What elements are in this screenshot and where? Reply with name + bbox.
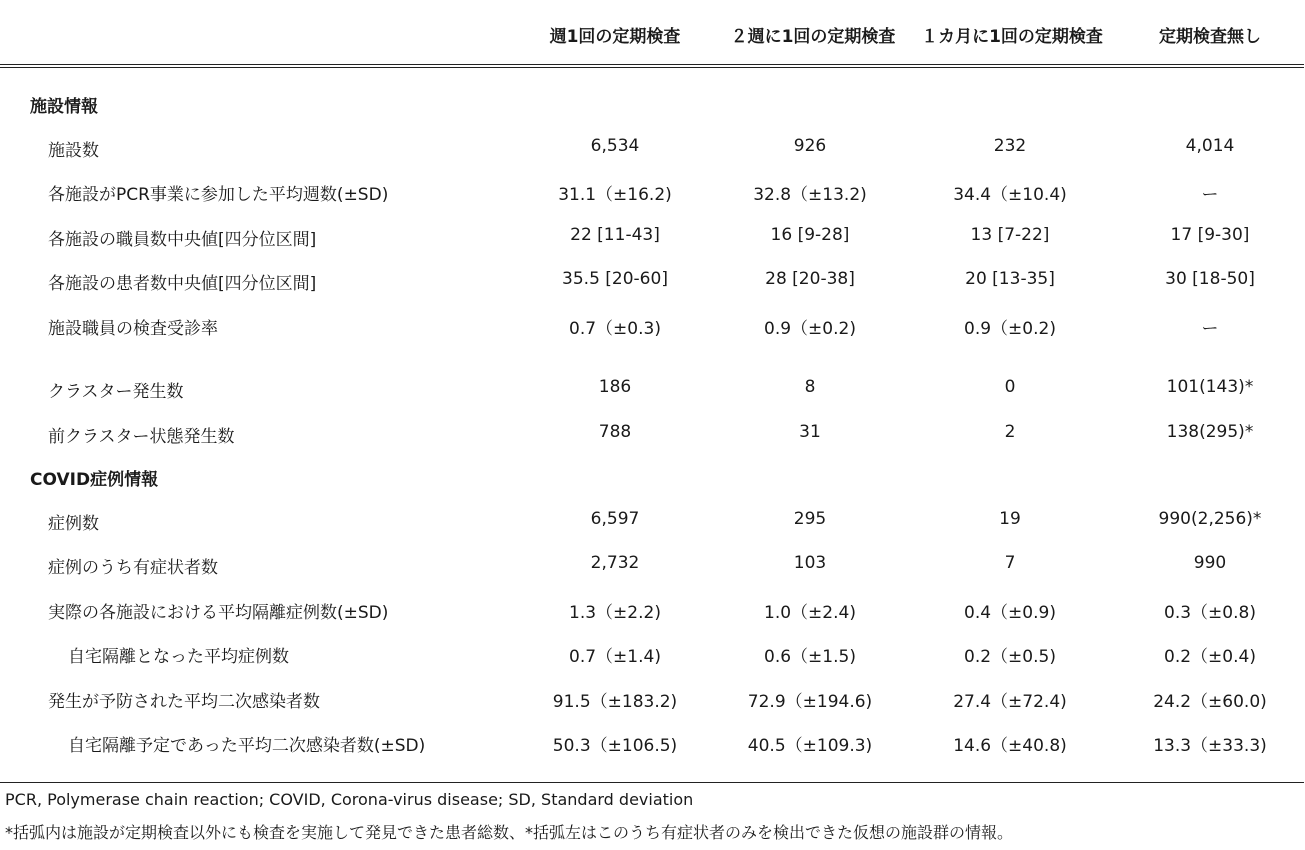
table-row [0,505,1305,535]
cell-monthly: 0 [1004,377,1016,397]
header-biweekly: ２週に1回の定期検査 [730,27,896,47]
header-monthly: １カ月に1回の定期検査 [921,27,1103,47]
header-rule-bottom [0,67,1304,68]
cell-monthly: 0.2（±0.5) [964,647,1056,667]
section-facility [0,88,1305,118]
row-label: 実際の各施設における平均隔離症例数(±SD) [48,603,389,623]
cell-weekly: 2,732 [590,553,640,573]
table-row [0,176,1305,206]
cell-weekly: 1.3（±2.2) [569,603,661,623]
cell-monthly: 2 [1004,422,1016,442]
cell-none: ー [1201,185,1219,205]
cell-biweekly: 0.6（±1.5) [764,647,856,667]
table-row [0,683,1305,713]
cell-weekly: 6,597 [590,509,640,529]
cell-biweekly: 8 [804,377,816,397]
cell-biweekly: 72.9（±194.6) [747,692,873,712]
footnote-abbreviations: PCR, Polymerase chain reaction; COVID, Corona-virus disease; SD, Standard deviation [5,790,694,809]
section-title-facility: 施設情報 [30,97,98,117]
cell-none: 4,014 [1185,136,1235,156]
row-label: 各施設の患者数中央値[四分位区間] [48,274,317,294]
table-bottom-rule [0,782,1304,783]
row-label: 症例のうち有症状者数 [48,558,218,578]
cell-none: 990(2,256)* [1158,509,1262,529]
cell-biweekly: 28 [20-38] [765,269,855,289]
section-covid [0,461,1305,491]
cell-weekly: 22 [11-43] [570,225,660,245]
cell-biweekly: 16 [9-28] [770,225,850,245]
cell-none: 0.2（±0.4) [1164,647,1256,667]
cell-biweekly: 295 [793,509,827,529]
cell-monthly: 19 [999,509,1021,529]
table-row [0,265,1305,295]
table-row [0,638,1305,668]
row-label: 施設職員の検査受診率 [48,319,218,339]
cell-biweekly: 40.5（±109.3) [747,736,873,756]
table-row [0,373,1305,403]
cell-weekly: 35.5 [20-60] [562,269,668,289]
cell-weekly: 0.7（±0.3) [569,319,661,339]
table-row [0,132,1305,162]
footnote-note: *括弧内は施設が定期検査以外にも検査を実施して発見できた患者総数、*括弧左はこのうち有症状者のみを検出できた仮想の施設群の情報。 [5,823,1014,842]
header-rule-top [0,64,1304,65]
cell-monthly: 27.4（±72.4) [953,692,1067,712]
cell-none: 30 [18-50] [1165,269,1255,289]
row-label: 症例数 [48,514,99,534]
cell-weekly: 6,534 [590,136,640,156]
cell-none: 138(295)* [1166,422,1254,442]
row-label: 発生が予防された平均二次感染者数 [48,692,320,712]
row-label: 各施設がPCR事業に参加した平均週数(±SD) [48,185,389,205]
cell-monthly: 0.9（±0.2) [964,319,1056,339]
row-label: 各施設の職員数中央値[四分位区間] [48,230,317,250]
section-title-covid: COVID症例情報 [30,470,159,490]
cell-none: 17 [9-30] [1170,225,1250,245]
row-label: 自宅隔離となった平均症例数 [68,647,289,667]
cell-weekly: 31.1（±16.2) [558,185,672,205]
cell-biweekly: 1.0（±2.4) [764,603,856,623]
cell-monthly: 14.6（±40.8) [953,736,1067,756]
cell-monthly: 7 [1004,553,1016,573]
table-row [0,418,1305,448]
cell-monthly: 0.4（±0.9) [964,603,1056,623]
cell-none: 990 [1193,553,1227,573]
cell-biweekly: 31 [799,422,821,442]
table-row [0,549,1305,579]
cell-monthly: 20 [13-35] [965,269,1055,289]
cell-weekly: 91.5（±183.2) [552,692,678,712]
header-none: 定期検査無し [1159,27,1261,47]
cell-biweekly: 0.9（±0.2) [764,319,856,339]
table-header [0,18,1305,48]
cell-none: 101(143)* [1166,377,1254,397]
cell-monthly: 13 [7-22] [970,225,1050,245]
cell-none: 0.3（±0.8) [1164,603,1256,623]
table-row [0,727,1305,757]
cell-weekly: 186 [598,377,632,397]
header-weekly: 週1回の定期検査 [549,27,681,47]
table-row [0,310,1305,340]
cell-biweekly: 103 [793,553,827,573]
cell-monthly: 34.4（±10.4) [953,185,1067,205]
cell-monthly: 232 [993,136,1027,156]
row-label: 前クラスター状態発生数 [48,427,235,447]
row-label: クラスター発生数 [48,382,184,402]
cell-weekly: 0.7（±1.4) [569,647,661,667]
cell-none: 13.3（±33.3) [1153,736,1267,756]
cell-none: ー [1201,319,1219,339]
row-label: 自宅隔離予定であった平均二次感染者数(±SD) [68,736,426,756]
cell-none: 24.2（±60.0) [1153,692,1267,712]
cell-weekly: 50.3（±106.5) [552,736,678,756]
table-row [0,221,1305,251]
cell-biweekly: 32.8（±13.2) [753,185,867,205]
table-row [0,594,1305,624]
cell-biweekly: 926 [793,136,827,156]
row-label: 施設数 [48,141,99,161]
cell-weekly: 788 [598,422,632,442]
